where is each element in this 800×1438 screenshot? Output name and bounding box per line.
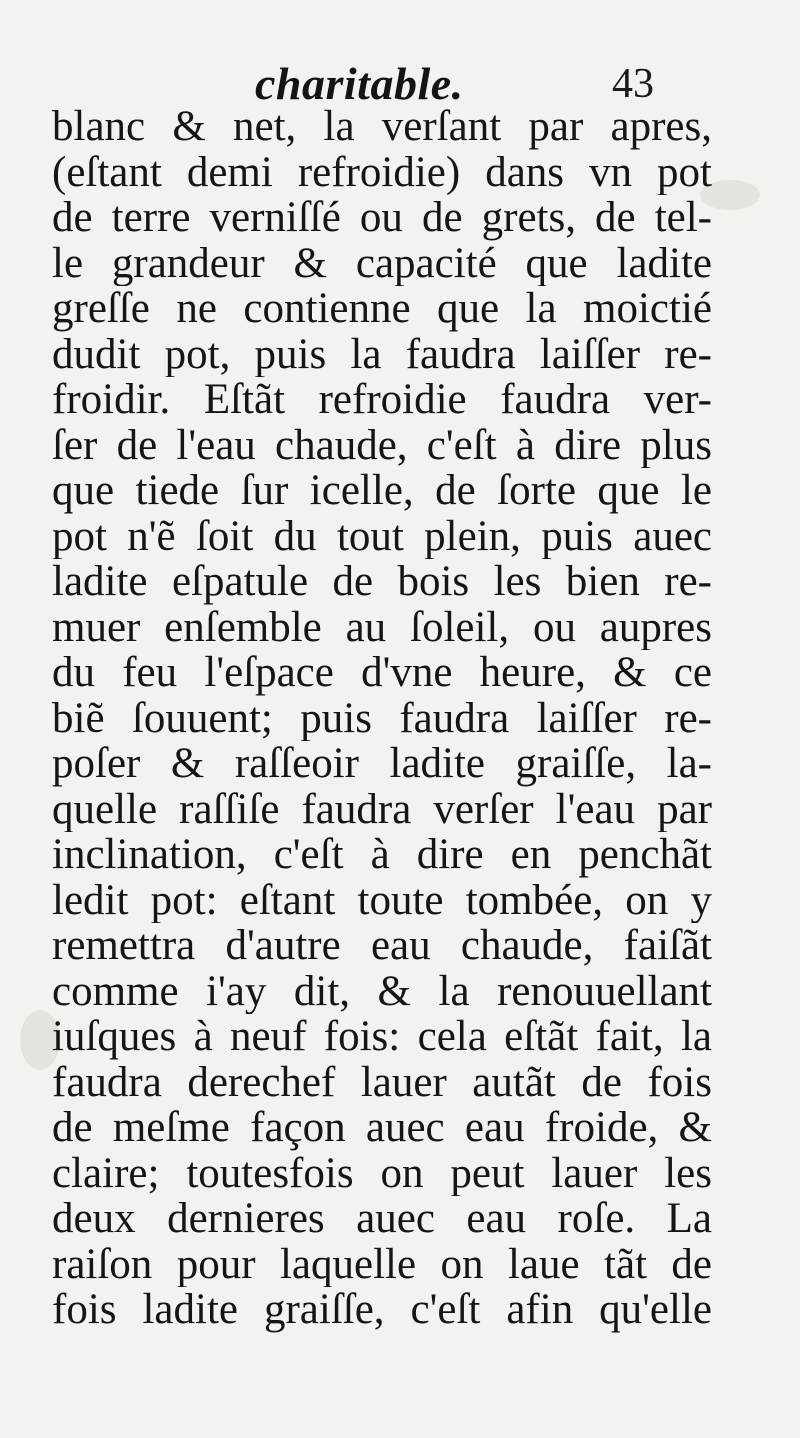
body-text: [52, 104, 712, 1333]
text-line: deux dernieres auec eau roſe. La: [52, 1196, 712, 1242]
text-line: inclination, c'eſt à dire en penchãt: [52, 832, 712, 878]
page-number: 43: [612, 61, 654, 107]
text-line: quelle raſſiſe faudra verſer l'eau par: [52, 786, 712, 832]
text-line: blanc & net, la verſant par apres,: [52, 104, 712, 150]
text-line: de terre verniſſé ou de grets, de tel-: [52, 195, 712, 241]
text-line: remettra d'autre eau chaude, faiſãt: [52, 923, 712, 969]
text-line: greſſe ne contienne que la moictié: [52, 286, 712, 332]
text-line: claire; toutesfois on peut lauer les: [52, 1150, 712, 1196]
text-line: poſer & raſſeoir ladite graiſſe, la-: [52, 741, 712, 787]
text-line: ſer de l'eau chaude, c'eſt à dire plus: [52, 422, 712, 468]
text-line: que tiede ſur icelle, de ſorte que le: [52, 468, 712, 514]
text-line: muer enſemble au ſoleil, ou aupres: [52, 604, 712, 650]
text-line: ledit pot: eſtant toute tombée, on y: [52, 877, 712, 923]
running-head: charitable.: [255, 58, 464, 109]
text-line: iuſques à neuf fois: cela eſtãt fait, la: [52, 1014, 712, 1060]
text-line: de meſme façon auec eau froide, &: [52, 1105, 712, 1151]
text-line: raiſon pour laquelle on laue tãt de: [52, 1241, 712, 1287]
text-line: le grandeur & capacité que ladite: [52, 240, 712, 286]
text-line: (eſtant demi refroidie) dans vn pot: [52, 149, 712, 195]
text-line: dudit pot, puis la faudra laiſſer re-: [52, 331, 712, 377]
text-line: froidir. Eſtãt refroidie faudra ver-: [52, 377, 712, 423]
text-line: biẽ ſouuent; puis faudra laiſſer re-: [52, 695, 712, 741]
text-line: fois ladite graiſſe, c'eſt afin qu'elle: [52, 1287, 712, 1333]
text-line: pot n'ẽ ſoit du tout plein, puis auec: [52, 513, 712, 559]
text-line: faudra derechef lauer autãt de fois: [52, 1059, 712, 1105]
text-line: du feu l'eſpace d'vne heure, & ce: [52, 650, 712, 696]
text-line: comme i'ay dit, & la renouuellant: [52, 968, 712, 1014]
text-line: ladite eſpatule de bois les bien re-: [52, 559, 712, 605]
